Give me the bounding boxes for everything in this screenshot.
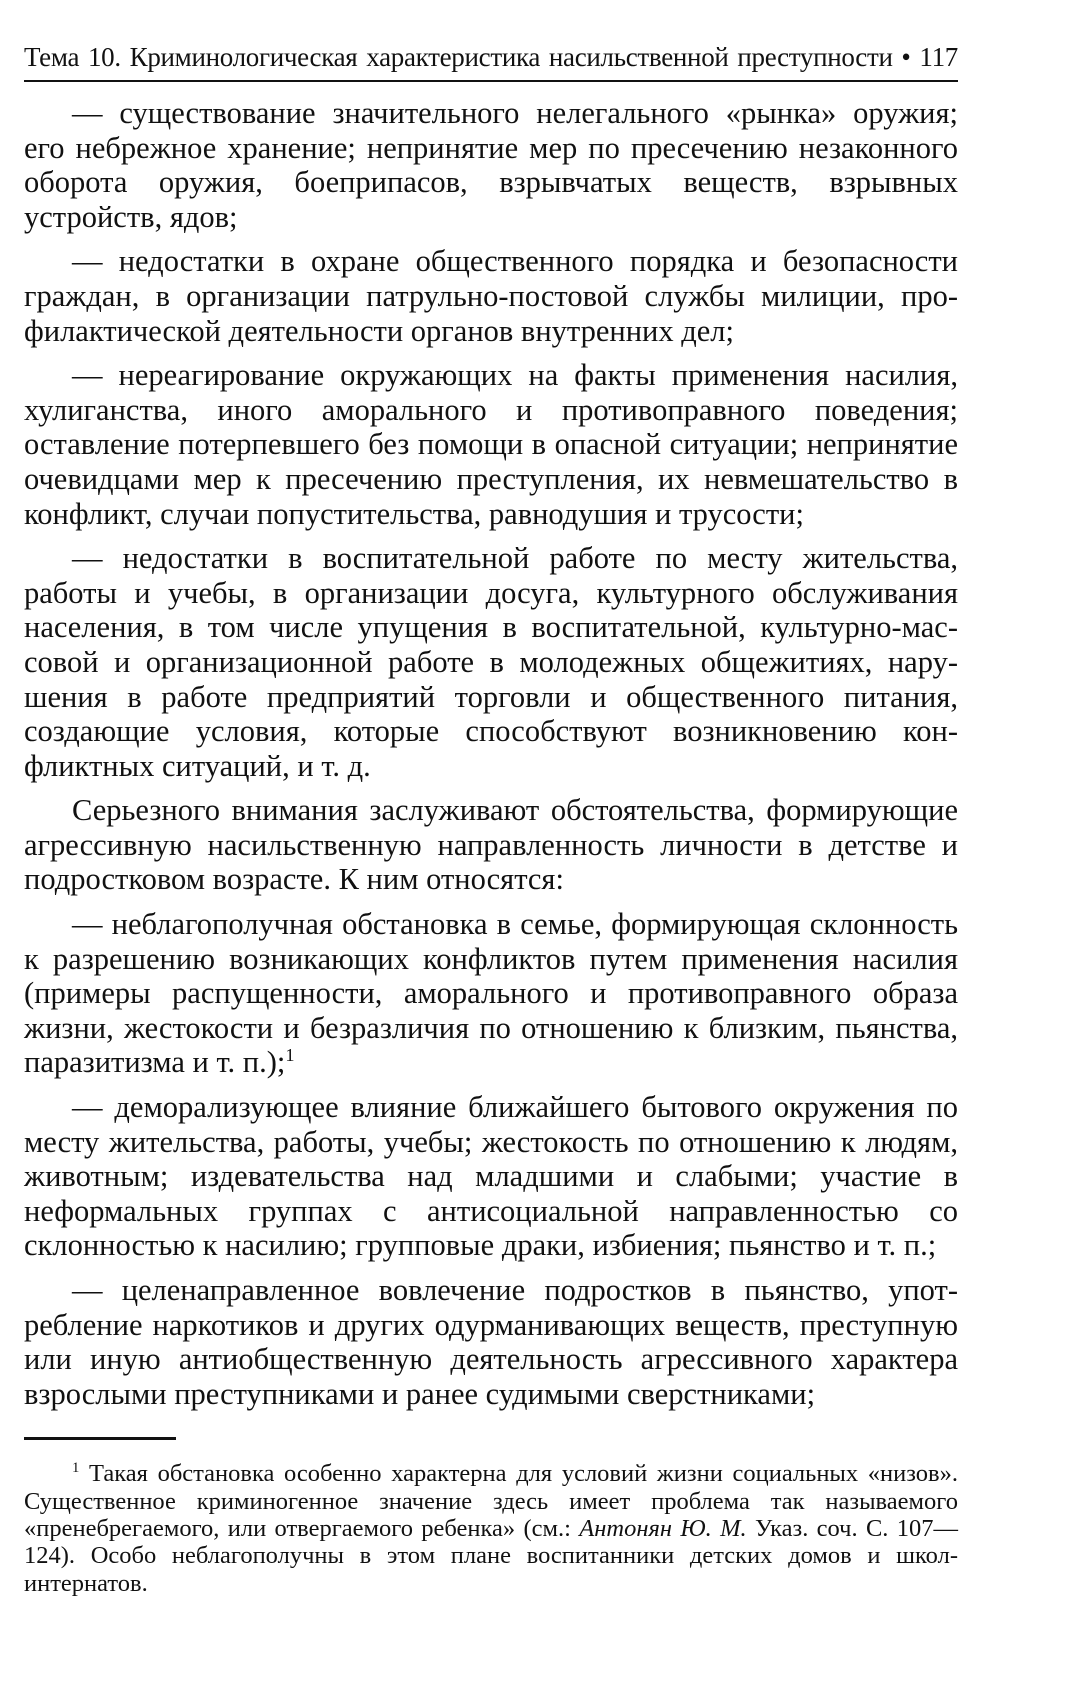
running-header [24, 40, 958, 74]
body-text [24, 96, 958, 1411]
footnote-author: Антонян Ю. М. [579, 1514, 747, 1542]
paragraph-involvement: — целенаправленное вовлечение подростков в пьянство, употребление наркотиков и других одурманивающих веществ, преступную или иную антиобщественную деятельность агрессивного характера взрослыми преступниками и ранее судимыми сверстниками; [24, 1273, 958, 1411]
book-page [24, 40, 958, 1597]
paragraph-weapons-market: — существование значительного нелегального «рынка» оружия; его небрежное хранение; непринятие мер по пресечению незаконного оборота оружия, боеприпасов, взрывчатых веществ, взрывных устройств, ядов; [24, 96, 958, 234]
paragraph-childhood-factors: Серьезного внимания заслуживают обстоятельства, формирующие агрессивную насильственную направленность личности в детстве и подростковом возрасте. К ним относятся: [24, 793, 958, 897]
footnote-marker: 1 [72, 1460, 80, 1477]
footnote-reference: 1 [285, 1045, 295, 1066]
running-title: Тема 10. Криминологическая характеристика насильственной преступности [24, 42, 893, 72]
footnote [24, 1460, 958, 1596]
paragraph-family-text: — неблагополучная обстановка в семье, формирующая склонность к разрешению возникающих конфликтов путем применения насилия (примеры распущенности, аморального и противоправного образа жизни, жестокости и безразличия по отношению к близким, пьянства, паразитизма и т. п.); [24, 907, 958, 1080]
footnote-rule [24, 1437, 176, 1440]
header-rule [24, 80, 958, 82]
paragraph-demoralizing-influence: — деморализующее влияние ближайшего бытового окружения по месту жительства, работы, учебы; жестокость по отношению к людям, животным; издевательства над младшими и слабыми; участие в неформальных группах с антисоциальной направленностью со склонностью к насилию; групповые драки, избиения; пьянство и т. п.; [24, 1090, 958, 1263]
header-separator: • [892, 42, 920, 72]
footnote-text-after: Указ. соч. С. 107—124). Особо неблагополучны в этом плане воспитанники детских домов и школ-интернатов. [24, 1514, 958, 1597]
paragraph-family-environment [24, 907, 958, 1080]
page-number: 117 [919, 42, 958, 72]
paragraph-educational-work: — недостатки в воспитательной работе по месту жительства, работы и учебы, в организации досуга, культурного обслуживания населения, в том числе упущения в воспитательной, культурно-массовой и организационной работе в молодежных общежитиях, нарушения в работе предприятий торговли и общественного питания, создающие условия, которые способствуют возникновению конфликтных ситуаций, и т. д. [24, 541, 958, 783]
paragraph-public-order: — недостатки в охране общественного порядка и безопасности граждан, в организации патрульно-постовой службы милиции, профилактической деятельности органов внутренних дел; [24, 244, 958, 348]
footnote-text-before: Такая обстановка особенно характерна для условий жизни социальных «низов». Существенное криминогенное значение здесь имеет проблема так называемого «пренебрегаемого, или отвергаемого ребенка» (см.: [24, 1460, 959, 1542]
paragraph-bystander-inaction: — нереагирование окружающих на факты применения насилия, хулиганства, иного аморального и противоправного поведения; оставление потерпевшего без помощи в опасной ситуации; непринятие очевидцами мер к пресечению преступления, их невмешательство в конфликт, случаи попустительства, равнодушия и трусости; [24, 358, 958, 531]
